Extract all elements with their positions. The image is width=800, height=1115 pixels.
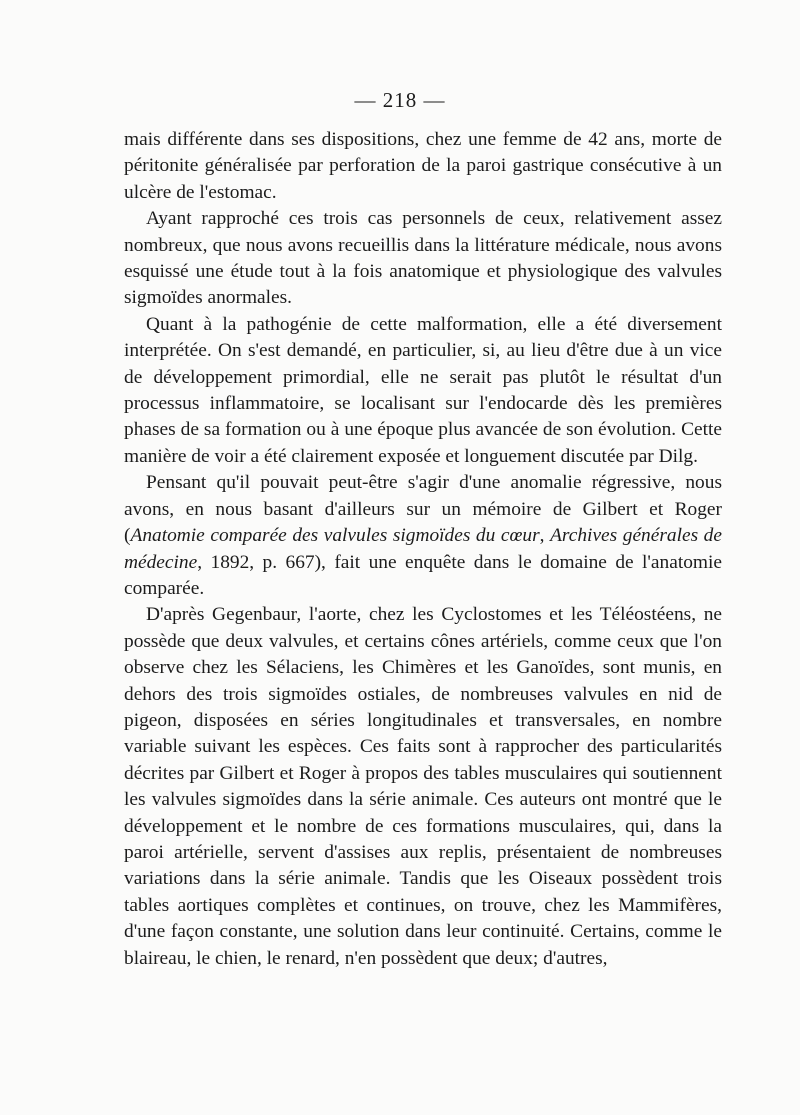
paragraph-4-text-c: , 1892, p. 667), fait une enquête dans le domaine de l'anatomie comparée. bbox=[124, 551, 722, 599]
paragraph-1: mais différente dans ses dispositions, chez une femme de 42 ans, morte de péritonite généralisée par perforation de la paroi gastrique consécutive à un ulcère de l'estomac. bbox=[124, 129, 722, 203]
paragraph-4 bbox=[124, 470, 722, 602]
paragraph-2: Ayant rapproché ces trois cas personnels de ceux, relativement assez nombreux, que nous avons recueillis dans la littérature médicale, nous avons esquissé une étude tout à la fois anatomique et physiologique des valvules sigmoïdes anormales. bbox=[124, 208, 722, 309]
page-number: — 218 — bbox=[354, 88, 446, 112]
paragraph-3: Quant à la pathogénie de cette malformation, elle a été diversement interprétée. On s'est demandé, en particulier, si, au lieu d'être due à un vice de développement primordial, elle ne serait pas plutôt le résultat d'un processus inflammatoire, se localisant sur l'endocarde dès les premières phases de sa formation ou à une époque plus avancée de son évolution. Cette manière de voir a été clairement exposée et longuement discutée par Dilg. bbox=[124, 313, 722, 467]
paragraph-4-text-b: , bbox=[539, 525, 551, 547]
paragraph-4-citation-title: Anatomie comparée des valvules sigmoïdes du cœur bbox=[130, 525, 540, 547]
paragraph-4-journal-title: Archives générales de médecine bbox=[124, 525, 722, 573]
paragraph-5: D'après Gegenbaur, l'aorte, chez les Cyclostomes et les Téléostéens, ne possède que deux valvules, et certains cônes artériels, comme ceux que l'on observe chez les Sélaciens, les Chimères et les Ganoïdes, sont munis, en dehors des trois sigmoïdes ostiales, de nombreuses valvules en nid de pigeon, disposées en séries longitudinales et transversales, en nombre variable suivant les espèces. Ces faits sont à rapprocher des particularités décrites par Gilbert et Roger à propos des tables musculaires qui soutiennent les valvules sigmoïdes dans la série animale. Ces auteurs ont montré que le développement et le nombre de ces formations musculaires, qui, dans la paroi artérielle, servent d'assises aux replis, présentaient de nombreuses variations dans la série animale. Tandis que les Oiseaux possèdent trois tables aortiques complètes et continues, on trouve, chez les Mammifères, d'une façon constante, une solution dans leur continuité. Certains, comme le blaireau, le chien, le renard, n'en possèdent que deux; d'autres, bbox=[124, 604, 722, 969]
body-text bbox=[124, 127, 722, 972]
paragraph-4-text-a: Pensant qu'il pouvait peut-être s'agir d'une anomalie régressive, nous avons, en nous basant d'ailleurs sur un mémoire de Gilbert et Roger ( bbox=[124, 472, 722, 547]
